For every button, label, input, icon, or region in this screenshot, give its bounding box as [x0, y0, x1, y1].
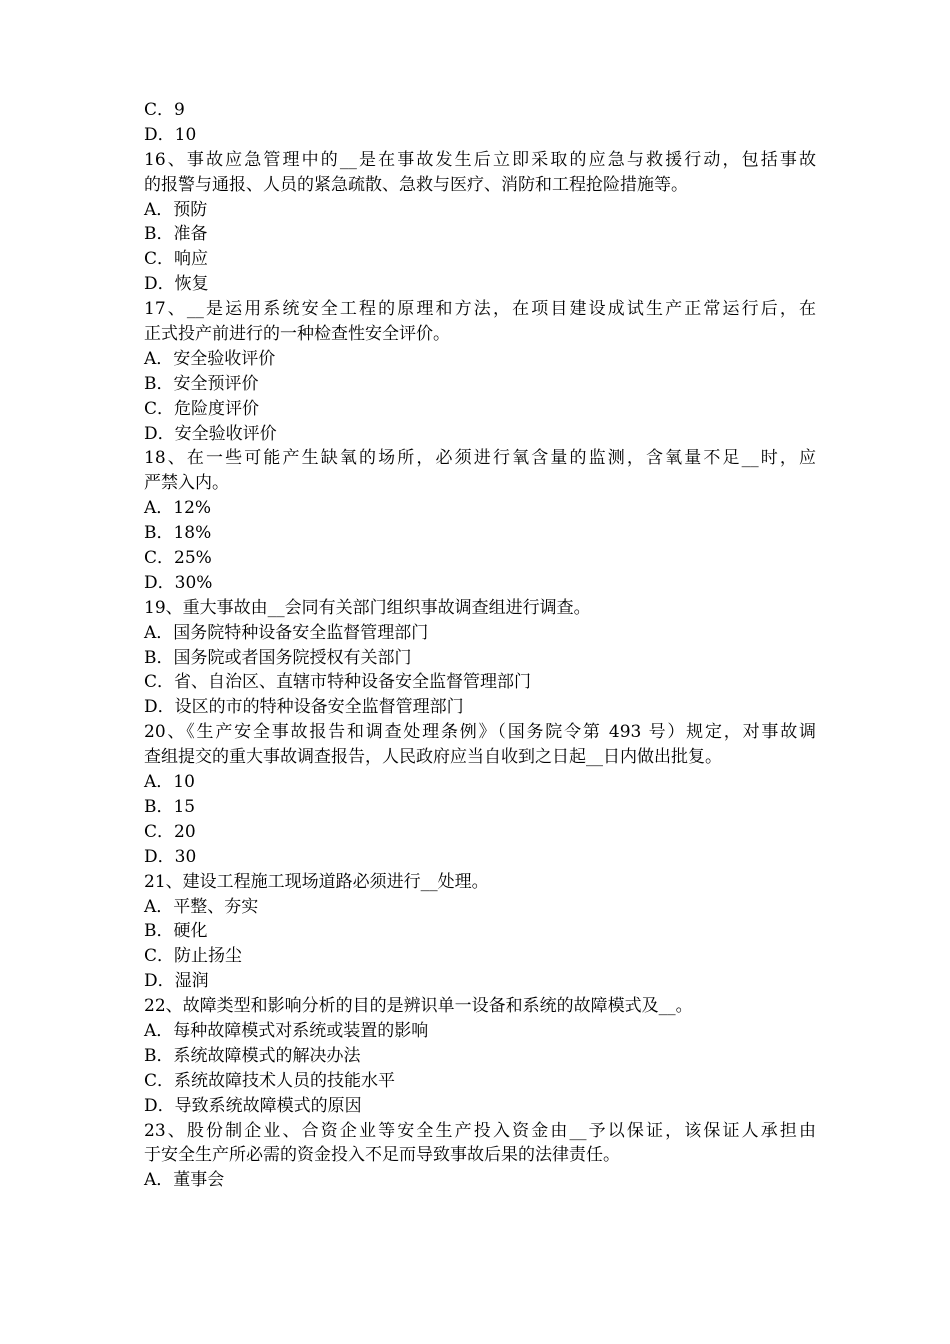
text-line: D．导致系统故障模式的原因 [144, 1095, 362, 1116]
text-line: A．安全验收评价 [144, 348, 276, 369]
text-line: D．30 [144, 846, 197, 867]
text-line: D．设区的市的特种设备安全监督管理部门 [144, 697, 464, 718]
text-line: B．15 [144, 796, 196, 817]
text-line: 严禁入内。 [144, 473, 229, 494]
text-line: 正式投产前进行的一种检查性安全评价。 [144, 324, 450, 345]
text-line: B．安全预评价 [144, 373, 259, 394]
text-line: A．10 [144, 772, 195, 793]
text-line: A．12% [144, 498, 212, 519]
text-line: C．系统故障技术人员的技能水平 [144, 1070, 396, 1091]
text-line: D．10 [144, 124, 197, 145]
text-line: B．国务院或者国务院授权有关部门 [144, 647, 412, 668]
text-line: 22、故障类型和影响分析的目的是辨识单一设备和系统的故障模式及__。 [144, 996, 693, 1017]
text-line: A．董事会 [144, 1170, 225, 1191]
text-line: D．湿润 [144, 971, 209, 992]
text-line: D．恢复 [144, 274, 209, 295]
text-line: D．30% [144, 572, 213, 593]
text-line: C．省、自治区、直辖市特种设备安全监督管理部门 [144, 672, 532, 693]
text-line: C．防止扬尘 [144, 946, 243, 967]
text-line: C．响应 [144, 249, 209, 270]
text-line: 查组提交的重大事故调查报告，人民政府应当自收到之日起__日内做出批复。 [144, 747, 722, 768]
text-line: 19、重大事故由__会同有关部门组织事故调查组进行调查。 [144, 597, 591, 618]
text-line: 17、__是运用系统安全工程的原理和方法，在项目建设成试生产正常运行后，在 [144, 299, 816, 320]
text-line: A．国务院特种设备安全监督管理部门 [144, 622, 429, 643]
text-line: A．每种故障模式对系统或装置的影响 [144, 1020, 429, 1041]
text-line: 的报警与通报、人员的紧急疏散、急救与医疗、消防和工程抢险措施等。 [144, 174, 688, 195]
text-line: B．系统故障模式的解决办法 [144, 1045, 361, 1066]
text-line: B．18% [144, 523, 212, 544]
text-line: B．准备 [144, 224, 208, 245]
text-line: C．9 [144, 100, 185, 120]
text-line: A．预防 [144, 199, 208, 220]
document-body [144, 98, 816, 1193]
text-line: B．硬化 [144, 921, 208, 942]
text-line: 于安全生产所必需的资金投入不足而导致事故后果的法律责任。 [144, 1145, 620, 1166]
text-line: C．危险度评价 [144, 398, 260, 419]
text-line: A．平整、夯实 [144, 896, 259, 917]
text-line: C．20 [144, 821, 196, 842]
text-line: 23、股份制企业、合资企业等安全生产投入资金由__予以保证，该保证人承担由 [144, 1120, 816, 1141]
text-line: 20、《生产安全事故报告和调查处理条例》（国务院令第 493 号）规定，对事故调 [144, 722, 816, 743]
text-line: 21、建设工程施工现场道路必须进行__处理。 [144, 871, 489, 892]
text-line: 16、事故应急管理中的__是在事故发生后立即采取的应急与救援行动，包括事故 [144, 149, 816, 170]
text-line: C．25% [144, 548, 212, 569]
text-line: 18、在一些可能产生缺氧的场所，必须进行氧含量的监测，含氧量不足__时，应 [144, 448, 816, 469]
text-line: D．安全验收评价 [144, 423, 277, 444]
